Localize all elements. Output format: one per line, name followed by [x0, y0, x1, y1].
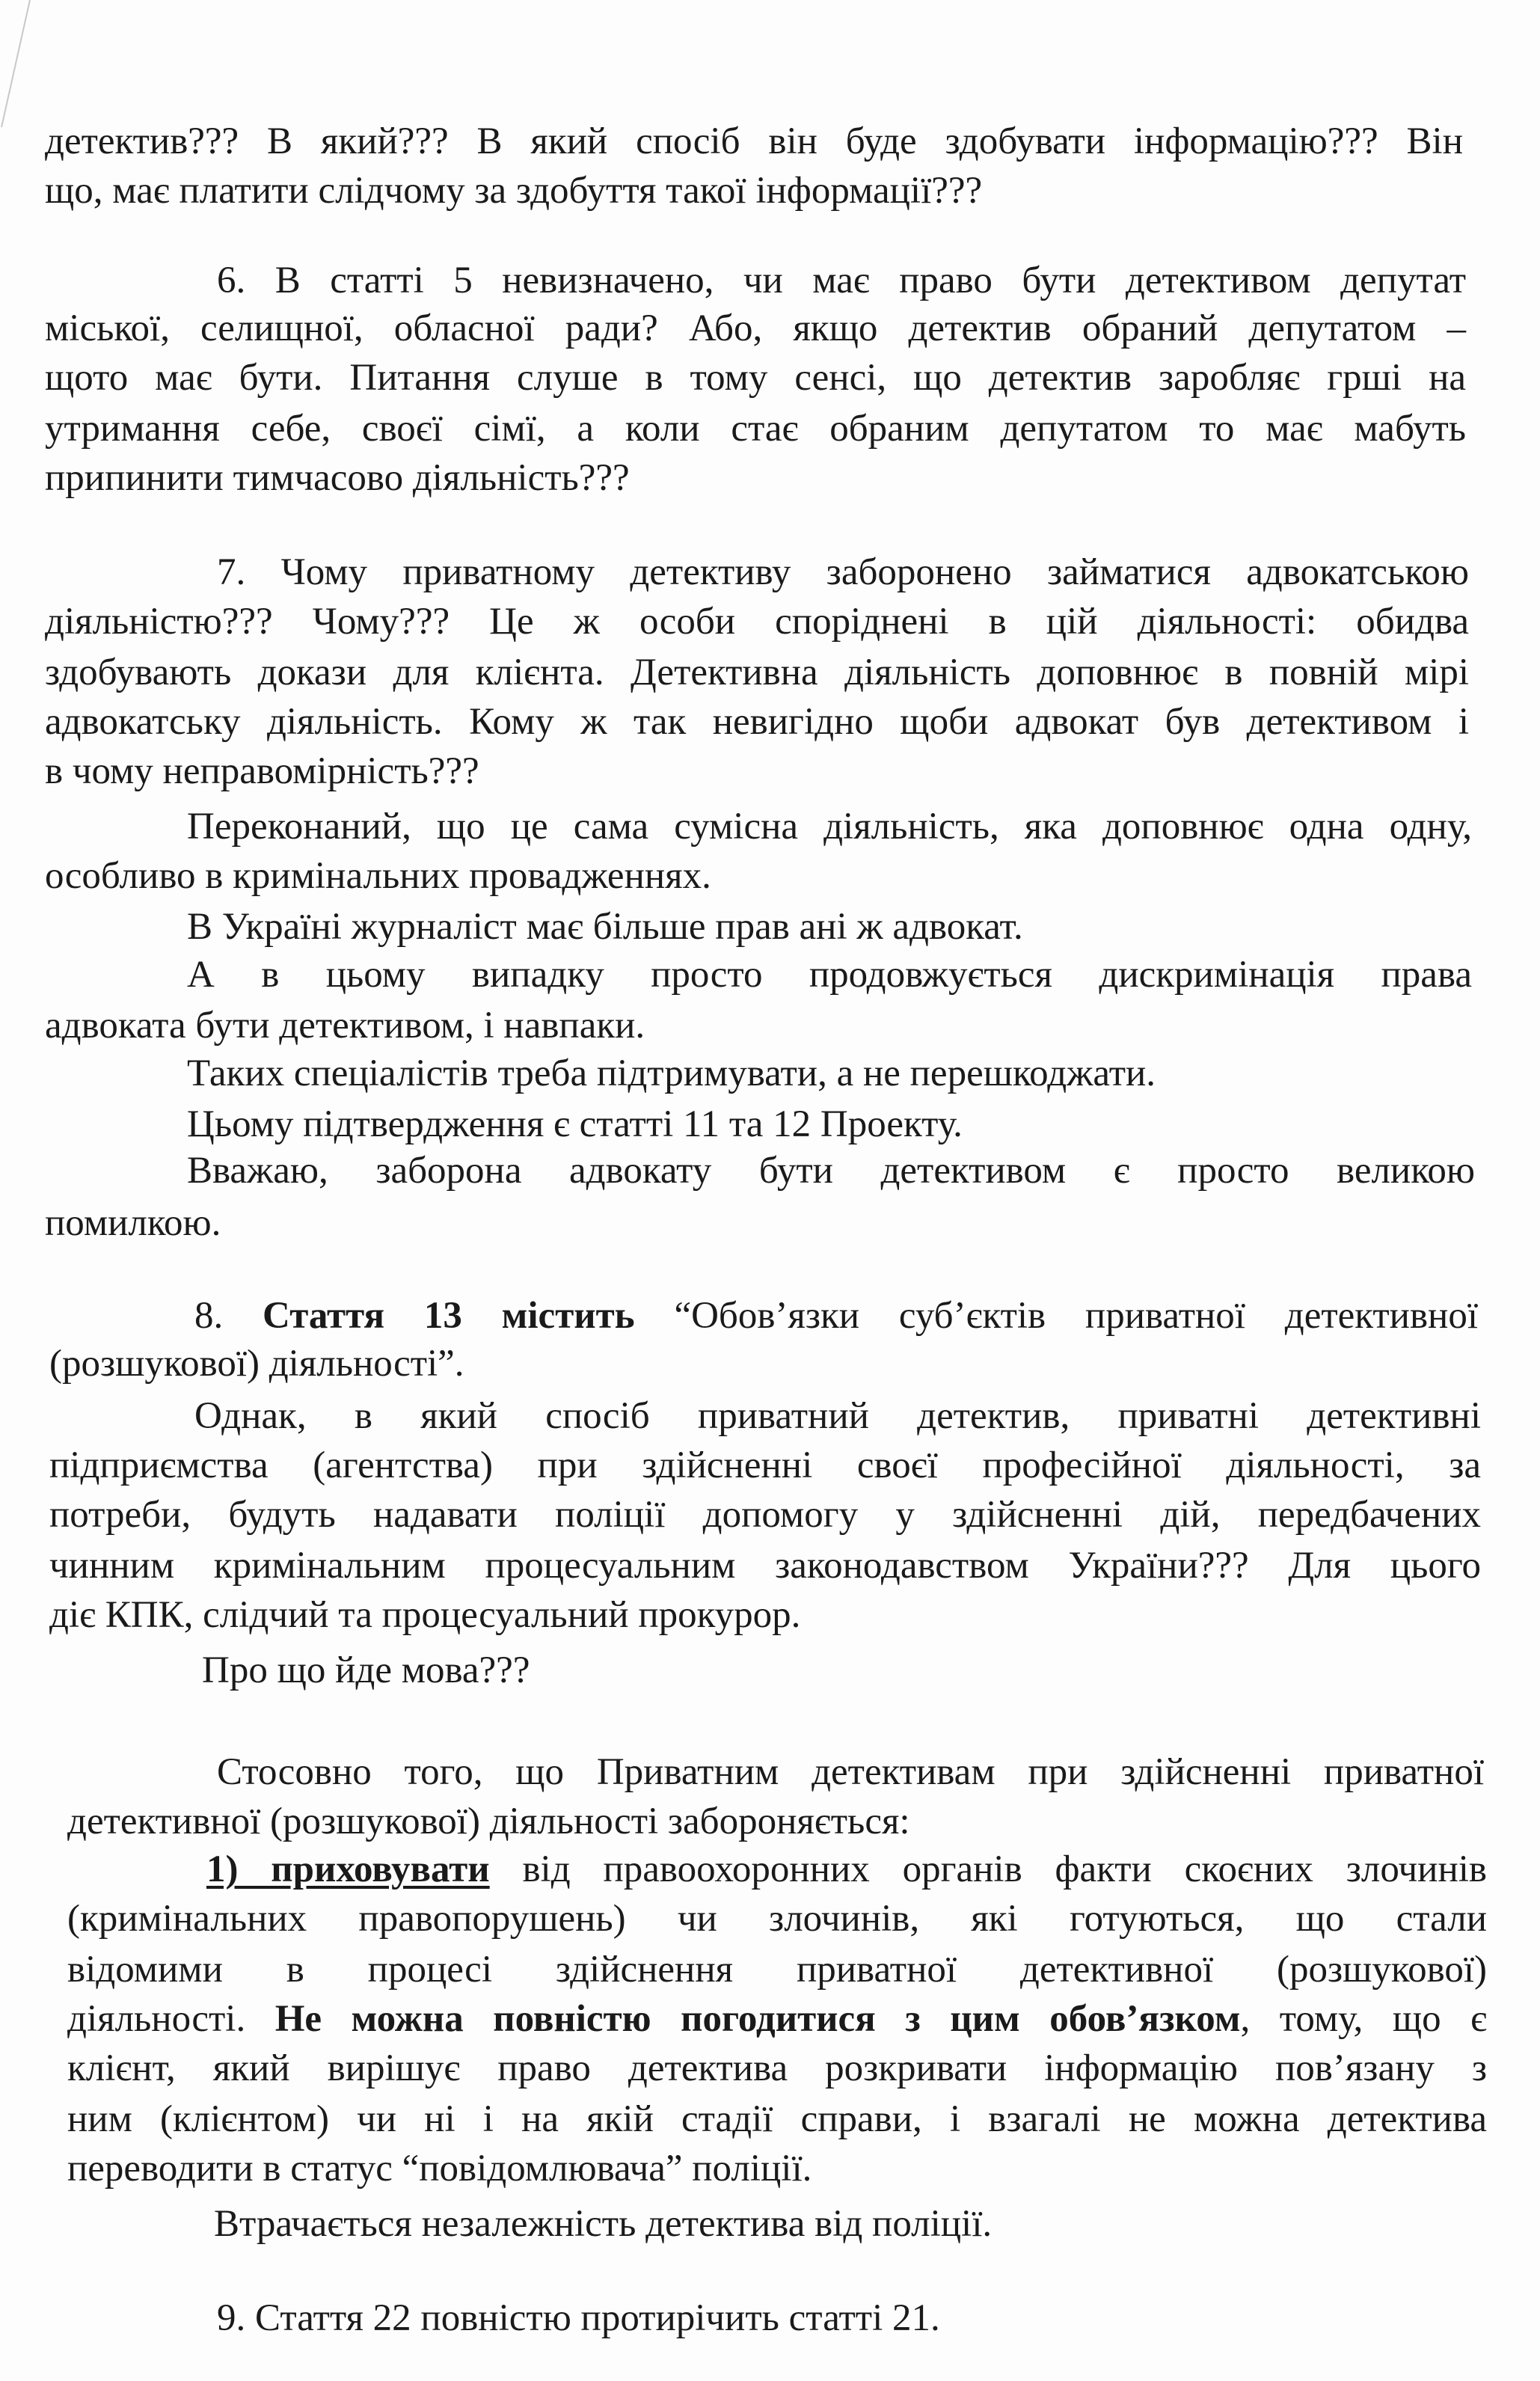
text-line	[217, 2292, 940, 2344]
text-line	[206, 1843, 1487, 1896]
text-segment: 9. Стаття 22 повністю протирічить статті 21.	[217, 2297, 940, 2339]
scan-edge-mark	[0, 0, 45, 135]
text-segment: (розшукової) діяльності”.	[49, 1343, 464, 1385]
text-line	[45, 452, 630, 504]
text-segment: щото має бути. Питання слуше в тому сенсі, що детектив заробляє грші на	[45, 357, 1466, 399]
text-line	[45, 595, 1469, 648]
text-line	[67, 1993, 1487, 2045]
text-line	[67, 2042, 1487, 2095]
text-segment: утримання себе, своєї сімї, а коли стає обраним депутатом то має мабуть	[45, 408, 1466, 450]
text-segment: (кримінальних правопорушень) чи злочинів, які готуються, що стали	[67, 1898, 1487, 1940]
text-segment: Про що йде мова???	[202, 1649, 530, 1691]
text-segment: особливо в кримінальних провадженнях.	[45, 855, 711, 897]
text-segment: клієнт, який вирішує право детектива розкривати інформацію пов’язану з	[67, 2047, 1487, 2089]
text-segment: відомими в процесі здійснення приватної детективної (розшукової)	[67, 1949, 1487, 1991]
text-segment: ним (клієнтом) чи ні і на якій стадії справи, і взагалі не можна детектива	[67, 2098, 1487, 2140]
text-line	[217, 1746, 1484, 1798]
text-line	[45, 302, 1466, 355]
text-line	[49, 1589, 800, 1641]
emphasized-text: 1) приховувати	[206, 1848, 490, 1890]
text-line	[187, 1144, 1475, 1197]
text-segment: потреби, будуть надавати поліції допомогу у здійсненні дій, передбачених	[49, 1494, 1481, 1536]
text-line	[202, 1644, 530, 1697]
text-line	[67, 2142, 812, 2195]
text-line	[217, 254, 1466, 307]
text-line	[187, 1047, 1156, 1100]
text-line	[49, 1539, 1481, 1592]
text-segment: припинити тимчасово діяльність???	[45, 457, 630, 499]
text-line	[45, 696, 1469, 748]
text-segment: 8.	[194, 1295, 263, 1337]
text-line	[45, 745, 479, 797]
text-line	[187, 901, 1023, 953]
emphasized-text: Не можна повністю погодитися з цим обов’язком	[274, 1998, 1241, 2040]
text-line	[49, 1489, 1481, 1541]
text-segment: здобувають докази для клієнта. Детективна діяльність доповнює в повній мірі	[45, 652, 1469, 693]
text-line	[67, 1795, 910, 1848]
text-line	[45, 1197, 221, 1249]
text-line	[45, 999, 645, 1052]
emphasized-text: Стаття 13 містить	[263, 1295, 635, 1337]
text-segment: детектив??? В який??? В який спосіб він буде здобувати інформацію??? Він	[45, 120, 1463, 162]
text-segment: 7. Чому приватному детективу заборонено займатися адвокатською	[217, 551, 1469, 593]
text-segment: “Обов’язки суб’єктів приватної детективної	[634, 1295, 1478, 1337]
text-segment: Втрачається незалежність детектива від поліції.	[214, 2203, 993, 2245]
text-segment: діє КПК, слідчий та процесуальний прокурор.	[49, 1594, 801, 1636]
text-segment: від правоохоронних органів факти скоєних злочинів	[489, 1848, 1487, 1890]
text-segment: 6. В статті 5 невизначено, чи має право бути детективом депутат	[217, 260, 1466, 301]
text-line	[214, 2198, 992, 2250]
text-segment: діяльності.	[67, 1998, 275, 2040]
text-line	[67, 2093, 1487, 2145]
text-segment: міської, селищної, обласної ради? Або, якщо детектив обраний депутатом –	[45, 307, 1466, 349]
text-line	[45, 165, 982, 217]
text-line	[67, 1893, 1487, 1945]
text-line	[49, 1337, 464, 1390]
text-line	[67, 1943, 1487, 1996]
text-segment: в чому неправомірність???	[45, 750, 479, 792]
text-segment: Таких спеціалістів треба підтримувати, а не перешкоджати.	[187, 1052, 1156, 1094]
text-segment: підприємства (агентства) при здійсненні своєї професійної діяльності, за	[49, 1444, 1481, 1486]
text-segment: адвокатську діяльність. Кому ж так невигідно щоби адвокат був детективом і	[45, 701, 1469, 743]
text-segment: Однак, в який спосіб приватний детектив, приватні детективні	[194, 1395, 1481, 1437]
text-segment: , тому, що є	[1240, 1998, 1487, 2040]
text-line	[49, 1439, 1481, 1492]
text-line	[194, 1390, 1481, 1442]
text-segment: адвоката бути детективом, і навпаки.	[45, 1005, 645, 1047]
text-line	[187, 949, 1472, 1001]
text-line	[187, 1098, 963, 1150]
text-segment: Переконаний, що це сама сумісна діяльність, яка доповнює одна одну,	[187, 806, 1472, 848]
text-segment: Вважаю, заборона адвокату бути детективом є просто великою	[187, 1150, 1475, 1192]
text-segment: переводити в статус “повідомлювача” поліції.	[67, 2148, 812, 2190]
text-line	[45, 352, 1466, 404]
text-segment: Стосовно того, що Приватним детективам при здійсненні приватної	[217, 1751, 1484, 1793]
text-line	[45, 115, 1463, 168]
text-segment: детективної (розшукової) діяльності забороняється:	[67, 1801, 910, 1842]
text-line	[45, 402, 1466, 455]
text-line	[187, 800, 1472, 853]
text-line	[194, 1290, 1478, 1342]
text-line	[45, 850, 711, 902]
text-segment: діяльністю??? Чому??? Це ж особи споріднені в цій діяльності: обидва	[45, 601, 1469, 643]
text-segment: чинним кримінальним процесуальним законодавством України??? Для цього	[49, 1545, 1481, 1587]
text-line	[45, 646, 1469, 699]
text-segment: що, має платити слідчому за здобуття такої інформації???	[45, 170, 983, 212]
text-segment: В Україні журналіст має більше прав ані ж адвокат.	[187, 906, 1023, 948]
text-segment: помилкою.	[45, 1202, 221, 1244]
text-line	[217, 546, 1469, 598]
text-segment: А в цьому випадку просто продовжується дискримінація права	[187, 954, 1472, 996]
text-segment: Цьому підтвердження є статті 11 та 12 Проекту.	[187, 1103, 963, 1145]
